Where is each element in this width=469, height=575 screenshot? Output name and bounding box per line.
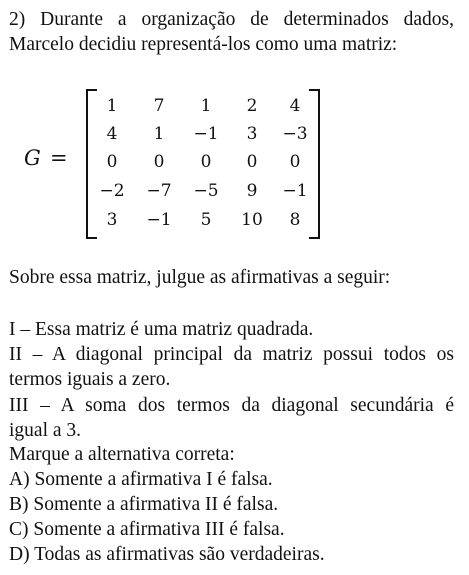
statement-2-line-1: II – A diagonal principal da matriz possui todos os (9, 344, 454, 365)
matrix-cell-r4-c2: −7 (146, 181, 172, 201)
matrix-cell-r1-c5: 4 (289, 96, 301, 116)
matrix-cell-r4-c5: −1 (282, 181, 308, 201)
matrix-cell-r3-c1: 0 (106, 152, 118, 172)
matrix-cell-r1-c4: 2 (246, 96, 258, 116)
matrix-cell-r5-c2: −1 (146, 210, 172, 230)
matrix-label: G (24, 146, 41, 170)
question-intro-line-2: Marcelo decidiu representá-los como uma matriz: (9, 34, 398, 55)
option-c: C) Somente a afirmativa III é falsa. (9, 519, 285, 540)
option-a: A) Somente a afirmativa I é falsa. (9, 469, 273, 490)
statement-3-line-1: III – A soma dos termos da diagonal secundária é (9, 395, 454, 416)
matrix-cell-r4-c1: −2 (99, 181, 125, 201)
instruction-text: Marque a alternativa correta: (9, 444, 235, 465)
matrix-cell-r2-c2: 1 (153, 124, 165, 144)
statement-2-line-2: termos iguais a zero. (9, 369, 171, 390)
statement-1: I – Essa matriz é uma matriz quadrada. (9, 319, 314, 340)
matrix-cell-r1-c1: 1 (106, 96, 118, 116)
matrix-g (0, 84, 469, 240)
matrix-cell-r3-c3: 0 (200, 152, 212, 172)
prompt-text: Sobre essa matriz, julgue as afirmativas a seguir: (9, 267, 391, 288)
statement-3-line-2: igual a 3. (9, 420, 82, 441)
matrix-cell-r3-c4: 0 (246, 152, 258, 172)
matrix-cell-r3-c5: 0 (289, 152, 301, 172)
matrix-cell-r5-c4: 10 (241, 210, 263, 230)
matrix-cell-r2-c1: 4 (106, 124, 118, 144)
matrix-cell-r1-c3: 1 (200, 96, 212, 116)
option-d: D) Todas as afirmativas são verdadeiras. (9, 544, 325, 565)
question-intro-line-1: 2) Durante a organização de determinados dados, (9, 9, 454, 30)
matrix-cell-r5-c3: 5 (200, 210, 212, 230)
matrix-cell-r4-c3: −5 (193, 181, 219, 201)
matrix-cell-r2-c4: 3 (246, 124, 258, 144)
matrix-cell-r2-c5: −3 (282, 124, 308, 144)
matrix-cell-r5-c5: 8 (289, 210, 301, 230)
option-b: B) Somente a afirmativa II é falsa. (9, 494, 279, 515)
matrix-cell-r4-c4: 9 (246, 181, 258, 201)
matrix-cell-r5-c1: 3 (106, 210, 118, 230)
matrix-cell-r3-c2: 0 (153, 152, 165, 172)
equals-sign: = (50, 146, 68, 170)
matrix-cell-r2-c3: −1 (193, 124, 219, 144)
matrix-cell-r1-c2: 7 (153, 96, 165, 116)
